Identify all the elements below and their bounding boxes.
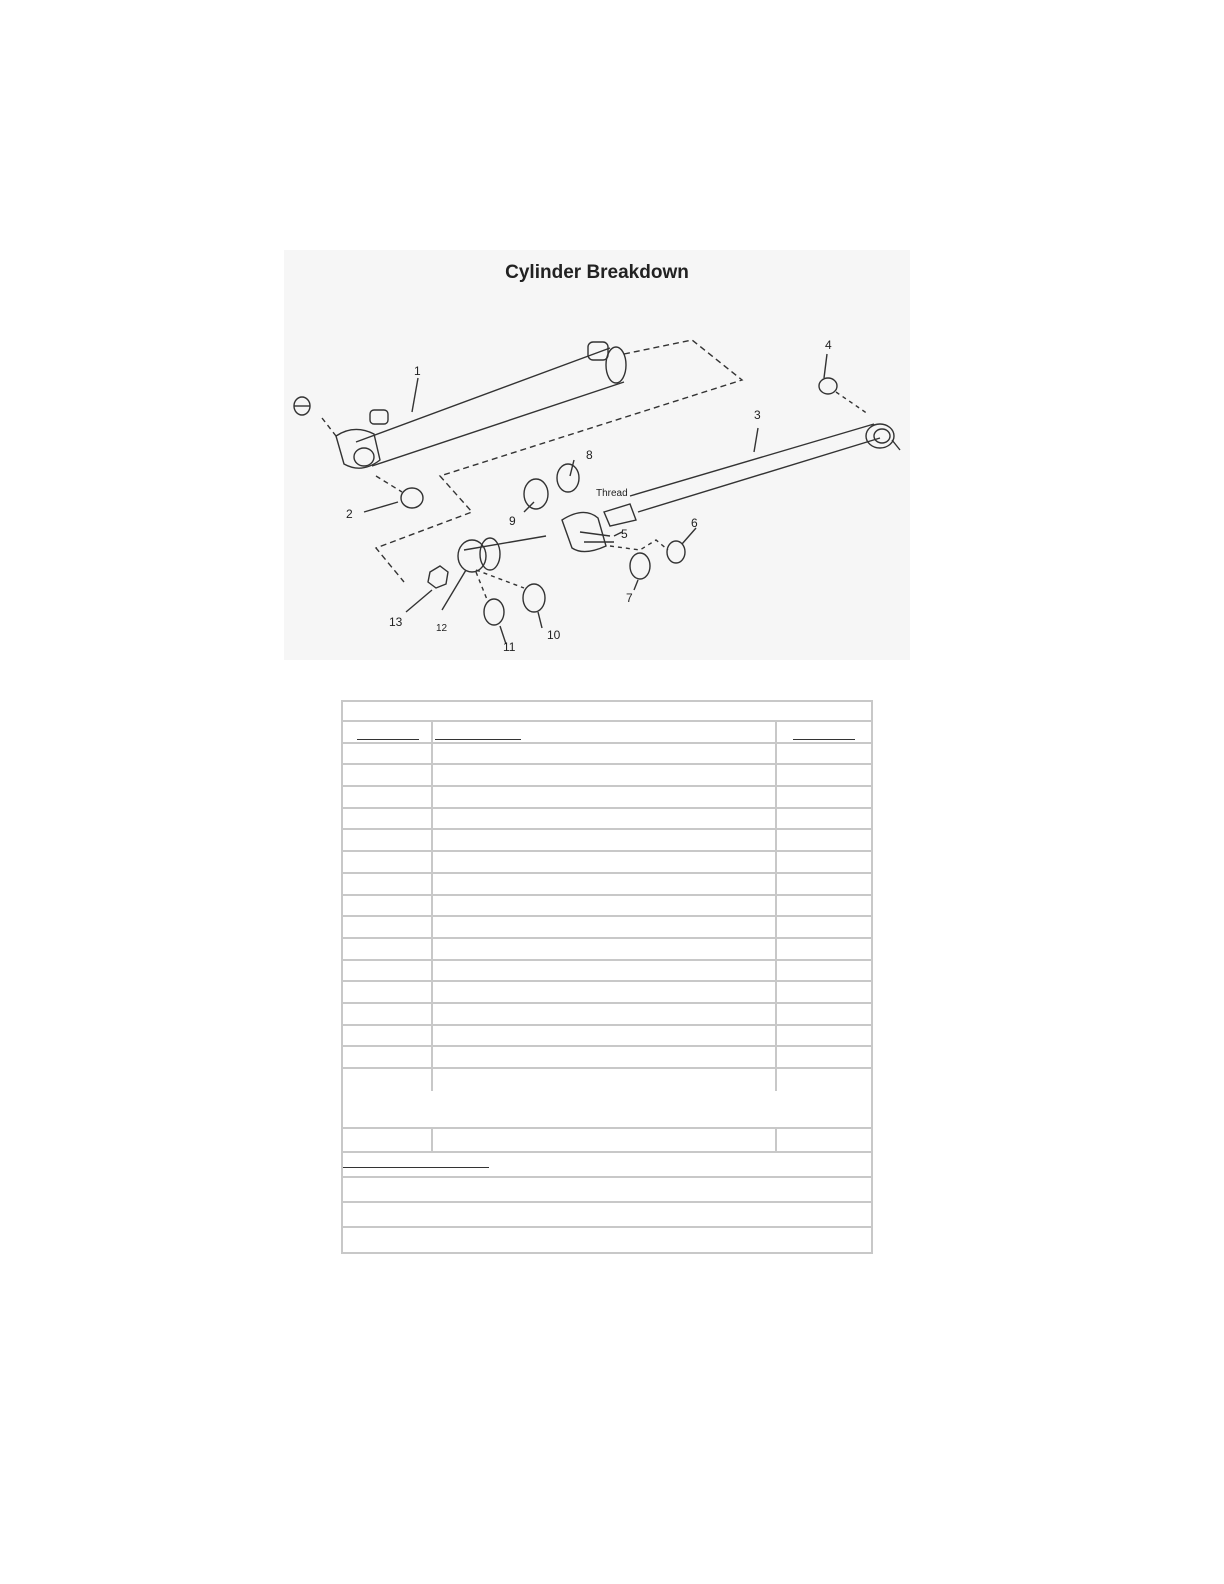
cell: [777, 809, 871, 829]
cell: [433, 939, 777, 959]
cell: [777, 852, 871, 872]
cell: [777, 1047, 871, 1067]
cell: [343, 896, 433, 916]
callout-11: 11: [503, 640, 516, 654]
wear-ring-11: [484, 599, 504, 625]
callout-13: 13: [389, 615, 403, 629]
note-cell: [343, 1178, 871, 1201]
spacer-cell: [343, 1091, 871, 1127]
table-row: [343, 830, 871, 852]
parts-table: [341, 700, 873, 1254]
cell: [343, 809, 433, 829]
table-title-cell: [343, 702, 871, 720]
note-cell: [343, 1228, 871, 1252]
note-row: [343, 1203, 871, 1228]
table-row: [343, 765, 871, 787]
cell: [777, 939, 871, 959]
cell: [433, 744, 777, 764]
cell: [777, 765, 871, 785]
table-row: [343, 874, 871, 896]
seal-7: [630, 553, 650, 579]
kit-cell: [777, 1129, 871, 1151]
cell: [343, 874, 433, 894]
table-title-row: [343, 702, 871, 722]
o-ring-8: [557, 464, 579, 492]
piston-seal-10: [523, 584, 545, 612]
kit-cell: [343, 1129, 433, 1151]
seal-6: [667, 541, 685, 563]
table-row: [343, 809, 871, 831]
cell: [343, 765, 433, 785]
table-spacer-row: [343, 1091, 871, 1129]
piston-nut: [428, 566, 448, 588]
cylinder-breakdown-figure: [284, 250, 910, 660]
table-body: [343, 744, 871, 1091]
table-row: [343, 744, 871, 766]
callout-9: 9: [509, 514, 516, 528]
cell: [343, 961, 433, 981]
notes-heading-cell: [343, 1153, 871, 1176]
bushing-left-bottom: [401, 488, 423, 508]
cell: [343, 1026, 433, 1046]
callout-12: 12: [436, 623, 448, 634]
cell: [343, 982, 433, 1002]
table-row: [343, 1004, 871, 1026]
table-row: [343, 896, 871, 918]
cell: [433, 896, 777, 916]
header-underline: [435, 739, 521, 740]
callout-5: 5: [621, 527, 628, 541]
cell: [777, 830, 871, 850]
callout-8: 8: [586, 448, 593, 462]
callout-3: 3: [754, 408, 761, 422]
cell: [343, 1069, 433, 1091]
cell: [433, 765, 777, 785]
cell: [433, 830, 777, 850]
cell: [777, 982, 871, 1002]
cell: [433, 1047, 777, 1067]
note-row: [343, 1228, 871, 1252]
callout-6: 6: [691, 516, 698, 530]
cell: [777, 1026, 871, 1046]
cell: [433, 809, 777, 829]
table-row: [343, 787, 871, 809]
callout-thread: Thread: [596, 488, 628, 499]
cell: [343, 744, 433, 764]
cell: [777, 744, 871, 764]
cell: [777, 1004, 871, 1024]
table-header-row: [343, 722, 871, 744]
table-row: [343, 982, 871, 1004]
cell: [343, 1047, 433, 1067]
kit-cell: [433, 1129, 777, 1151]
table-row: [343, 939, 871, 961]
cell: [433, 1069, 777, 1091]
barrel-port-rear: [588, 342, 608, 360]
cell: [777, 896, 871, 916]
rod-bushing: [819, 378, 837, 394]
table-row: [343, 917, 871, 939]
callout-4: 4: [825, 338, 832, 352]
cell: [343, 830, 433, 850]
cell: [433, 1004, 777, 1024]
cell: [343, 852, 433, 872]
cell: [343, 787, 433, 807]
cell: [777, 1069, 871, 1091]
header-underline: [793, 739, 855, 740]
cell: [343, 917, 433, 937]
cell: [777, 917, 871, 937]
barrel-end: [606, 347, 626, 383]
o-ring-9: [524, 479, 548, 509]
callout-7: 7: [626, 591, 633, 605]
barrel-clevis-bore: [354, 448, 374, 466]
cell: [433, 852, 777, 872]
cell: [343, 939, 433, 959]
rod-body: [630, 424, 880, 512]
header-item-cell: [343, 722, 433, 742]
cell: [777, 961, 871, 981]
rod-thread: [604, 504, 636, 526]
cell: [433, 787, 777, 807]
notes-heading-underline: [343, 1167, 489, 1168]
table-row: [343, 852, 871, 874]
cell: [433, 874, 777, 894]
note-row: [343, 1178, 871, 1203]
table-row: [343, 1026, 871, 1048]
cell: [433, 961, 777, 981]
kit-row: [343, 1129, 871, 1153]
table-row: [343, 1047, 871, 1069]
notes-heading-row: [343, 1153, 871, 1178]
cell: [777, 874, 871, 894]
note-cell: [343, 1203, 871, 1226]
barrel-port-front: [370, 410, 388, 424]
table-row: [343, 1069, 871, 1091]
cell: [433, 982, 777, 1002]
rod-eye-bore: [874, 429, 890, 443]
callout-2: 2: [346, 507, 353, 521]
header-description-cell: [433, 722, 777, 742]
cell: [433, 1026, 777, 1046]
exploded-view-drawing: [284, 250, 910, 660]
header-underline: [357, 739, 419, 740]
header-qty-cell: [777, 722, 871, 742]
figure-title: Cylinder Breakdown: [505, 262, 689, 283]
callout-10: 10: [547, 628, 561, 642]
callout-1: 1: [414, 364, 421, 378]
barrel-body: [356, 348, 624, 466]
table-row: [343, 961, 871, 983]
cell: [777, 787, 871, 807]
cell: [343, 1004, 433, 1024]
cell: [433, 917, 777, 937]
